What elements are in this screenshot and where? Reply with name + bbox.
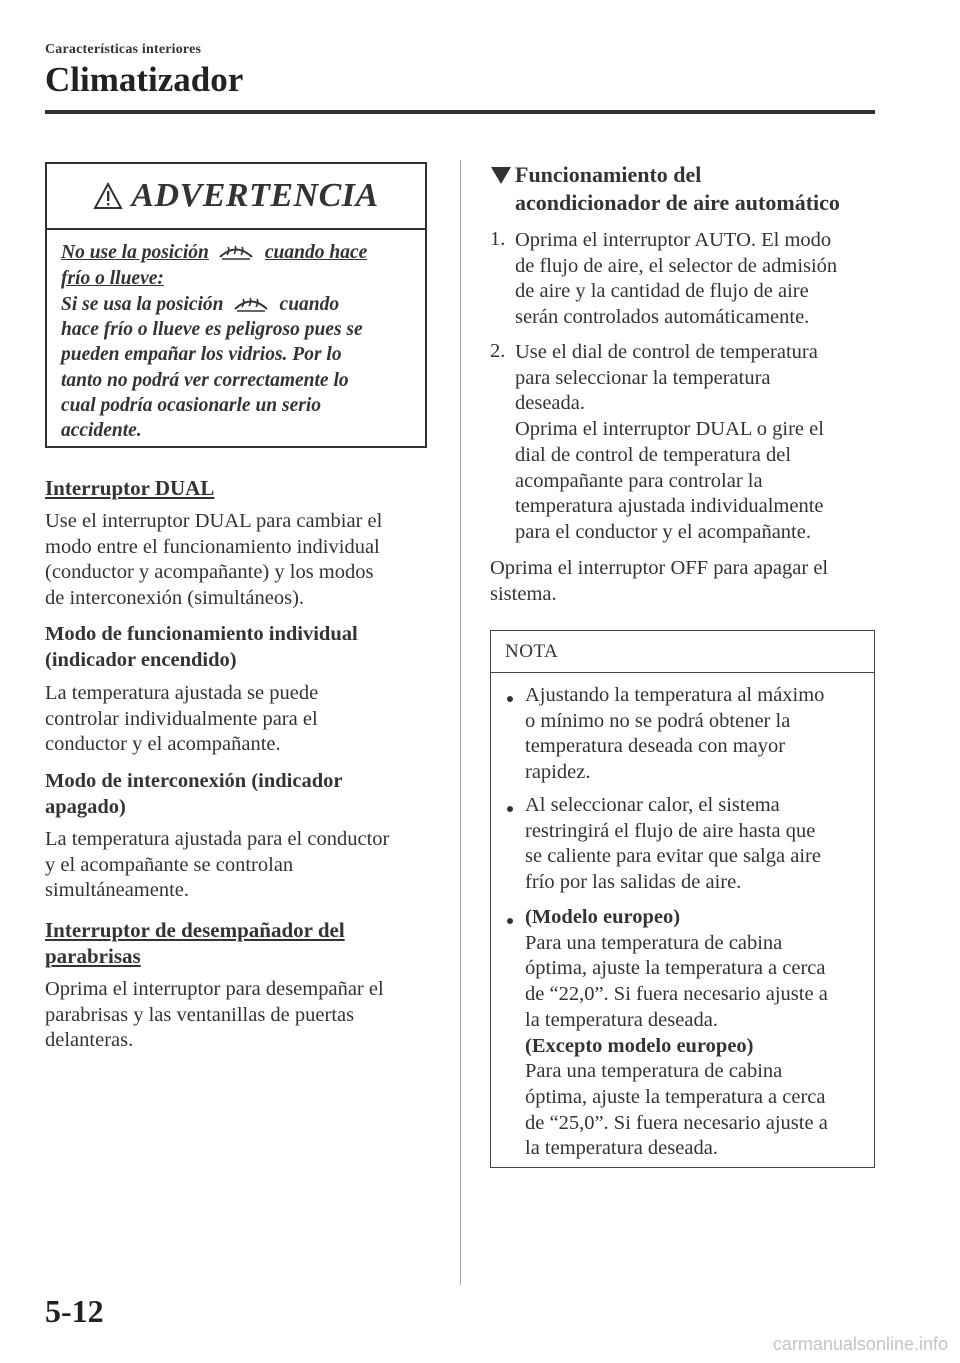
- warning-line: cual podría ocasionarle un serio: [61, 395, 322, 416]
- interconnection-mode-paragraph: La temperatura ajustada para el conductor y el acompañante se controlan simultáneamente.: [45, 828, 390, 902]
- warning-header: [47, 164, 425, 230]
- note-box: [490, 630, 875, 1168]
- off-paragraph: Oprima el interruptor OFF para apagar el sistema.: [490, 557, 829, 605]
- bullet-icon: [507, 918, 513, 924]
- interconnection-mode-heading: Modo de interconexión (indicador apagado): [45, 770, 343, 818]
- warning-box: [45, 162, 427, 448]
- section-label: Características interiores: [45, 42, 202, 57]
- header-rule: [45, 110, 875, 114]
- warning-line: No use la posición cuando hace: [61, 242, 368, 263]
- warning-line: Si se usa la posición cuando: [61, 294, 340, 315]
- warning-line: frío o llueve:: [61, 268, 164, 289]
- individual-mode-heading: Modo de funcionamiento individual (indicador encendido): [45, 623, 358, 671]
- page-number: 5-12: [45, 1293, 104, 1329]
- step-2: 2. Use el dial de control de temperatura para seleccionar la temperatura deseada. Oprima el interruptor DUAL o gire el dial de control de temperatura del acompañante para controlar la temperatura ajustada individualmente para el conductor y el acompañante.: [490, 340, 824, 543]
- note-item: Ajustando la temperatura al máximo o mínimo no se podrá obtener la temperatura deseada con mayor rapidez.: [525, 684, 825, 784]
- warning-line: accidente.: [61, 420, 142, 441]
- chapter-title: Climatizador: [45, 60, 244, 99]
- note-item: Al seleccionar calor, el sistema restringirá el flujo de aire hasta que se caliente para evitar que salga aire frío por las salidas de aire.: [525, 794, 821, 894]
- warning-title: ADVERTENCIA: [131, 177, 379, 214]
- dual-heading: Interruptor DUAL: [45, 476, 215, 500]
- watermark: carmanualsonline.info: [772, 1334, 948, 1354]
- defroster-paragraph: Oprima el interruptor para desempañar el parabrisas y las ventanillas de puertas delanteras.: [45, 978, 384, 1052]
- windshield-defroster-icon: [217, 242, 255, 260]
- dual-paragraph: Use el interruptor DUAL para cambiar el modo entre el funcionamiento individual (conductor y acompañante) y los modos de interconexión (simultáneos).: [45, 510, 383, 610]
- warning-triangle-icon: [93, 182, 123, 210]
- bullet-icon: [507, 696, 513, 702]
- warning-line: pueden empañar los vidrios. Por lo: [61, 344, 342, 365]
- warning-line: tanto no podrá ver correctamente lo: [61, 370, 349, 391]
- step-1: 1. Oprima el interruptor AUTO. El modo de flujo de aire, el selector de admisión de aire y la cantidad de flujo de aire serán controlados automáticamente.: [490, 228, 838, 329]
- section-marker-icon: [491, 167, 511, 184]
- auto-ac-heading: Funcionamiento del acondicionador de aire automático: [515, 162, 840, 215]
- note-title: NOTA: [505, 641, 559, 662]
- windshield-defroster-icon: [232, 294, 270, 312]
- warning-line: hace frío o llueve es peligroso pues se: [61, 319, 363, 340]
- individual-mode-paragraph: La temperatura ajustada se puede controlar individualmente para el conductor y el acompañante.: [45, 682, 319, 756]
- note-item: (Modelo europeo) Para una temperatura de cabina óptima, ajuste la temperatura a cerca de “22,0”. Si fuera necesario ajuste a la temperatura deseada. (Excepto modelo europeo) Para una temperatura de cabina óptima, ajuste la temperatura a cerca de “25,0”. Si fuera necesario ajuste a la temperatura deseada.: [525, 906, 828, 1160]
- column-divider: [460, 160, 461, 1285]
- bullet-icon: [507, 806, 513, 812]
- note-header: [491, 631, 874, 673]
- defroster-heading: Interruptor de desempañador del parabrisas: [45, 918, 345, 968]
